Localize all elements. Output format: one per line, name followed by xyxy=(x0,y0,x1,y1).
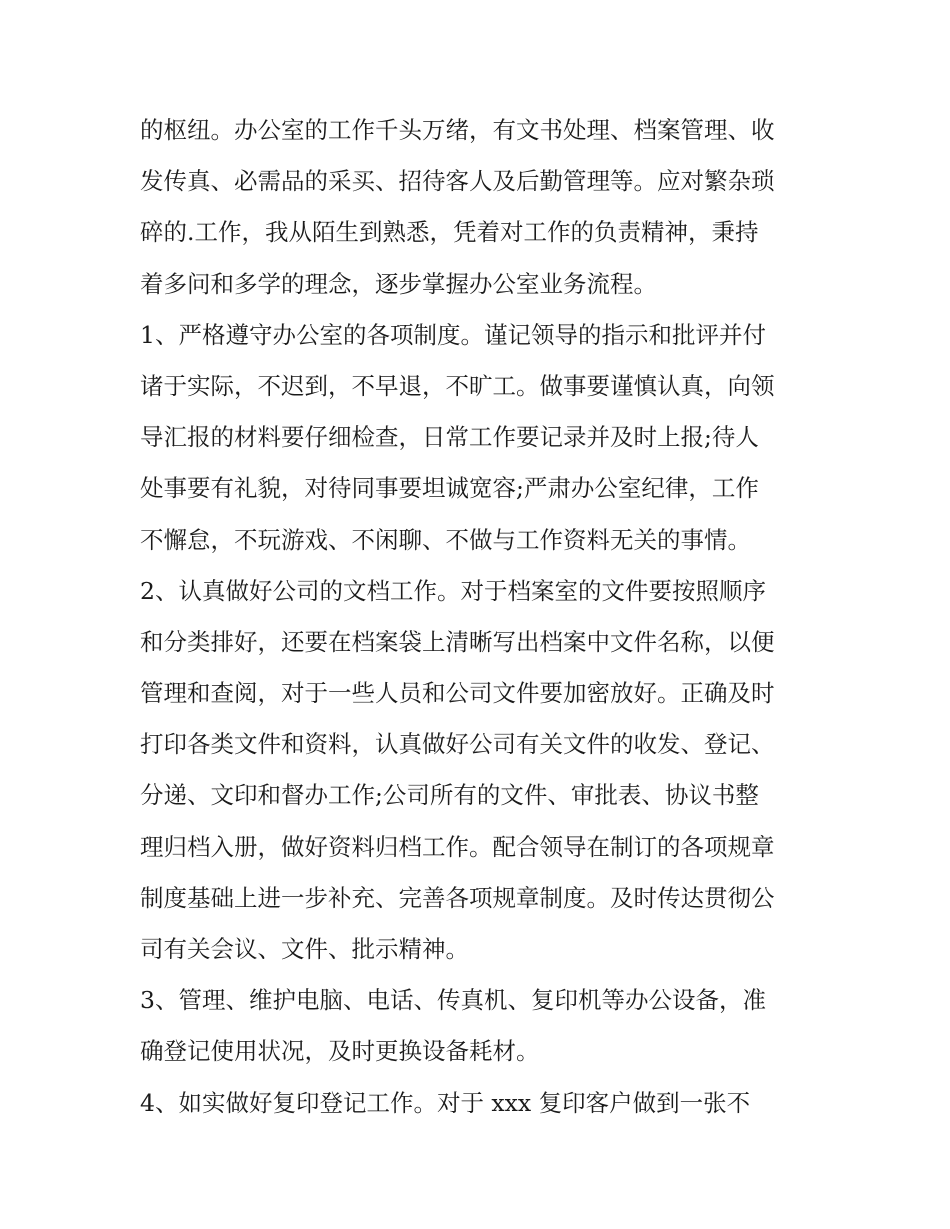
text-line: 确登记使用状况，及时更换设备耗材。 xyxy=(140,1037,540,1066)
text-line: 导汇报的材料要仔细检查，日常工作要记录并及时上报;待人 xyxy=(140,423,759,452)
text-line: 管理和查阅，对于一些人员和公司文件要加密放好。正确及时 xyxy=(140,679,775,708)
text-line: 诸于实际，不迟到，不早退，不旷工。做事要谨慎认真，向领 xyxy=(140,371,775,400)
text-line: 打印各类文件和资料，认真做好公司有关文件的收发、登记、 xyxy=(140,730,775,759)
text-line: 不懈怠，不玩游戏、不闲聊、不做与工作资料无关的事情。 xyxy=(140,525,751,554)
text-line: 碎的.工作，我从陌生到熟悉，凭着对工作的负责精神，秉持 xyxy=(140,218,759,247)
text-line: 处事要有礼貌，对待同事要坦诚宽容;严肃办公室纪律，工作 xyxy=(140,474,759,503)
text-line: 1、严格遵守办公室的各项制度。谨记领导的指示和批评并付 xyxy=(140,320,766,349)
text-line: 2、认真做好公司的文档工作。对于档案室的文件要按照顺序 xyxy=(140,576,766,605)
text-line: 3、管理、维护电脑、电话、传真机、复印机等办公设备，准 xyxy=(140,986,766,1015)
text-line: 的枢纽。办公室的工作千头万绪，有文书处理、档案管理、收 xyxy=(140,116,775,144)
text-line: 分递、文印和督办工作;公司所有的文件、审批表、协议书整 xyxy=(140,781,759,810)
text-line: 制度基础上进一步补充、完善各项规章制度。及时传达贯彻公 xyxy=(140,883,775,912)
text-line: 和分类排好，还要在档案袋上清晰写出档案中文件名称，以便 xyxy=(140,627,775,656)
text-line: 4、如实做好复印登记工作。对于 xxx 复印客户做到一张不 xyxy=(140,1088,751,1117)
document-body xyxy=(140,105,820,1129)
text-line: 发传真、必需品的采买、招待客人及后勤管理等。应对繁杂琐 xyxy=(140,167,775,196)
text-line: 理归档入册，做好资料归档工作。配合领导在制订的各项规章 xyxy=(140,832,775,861)
text-line: 司有关会议、文件、批示精神。 xyxy=(140,935,469,963)
text-line: 着多问和多学的理念，逐步掌握办公室业务流程。 xyxy=(140,269,657,298)
